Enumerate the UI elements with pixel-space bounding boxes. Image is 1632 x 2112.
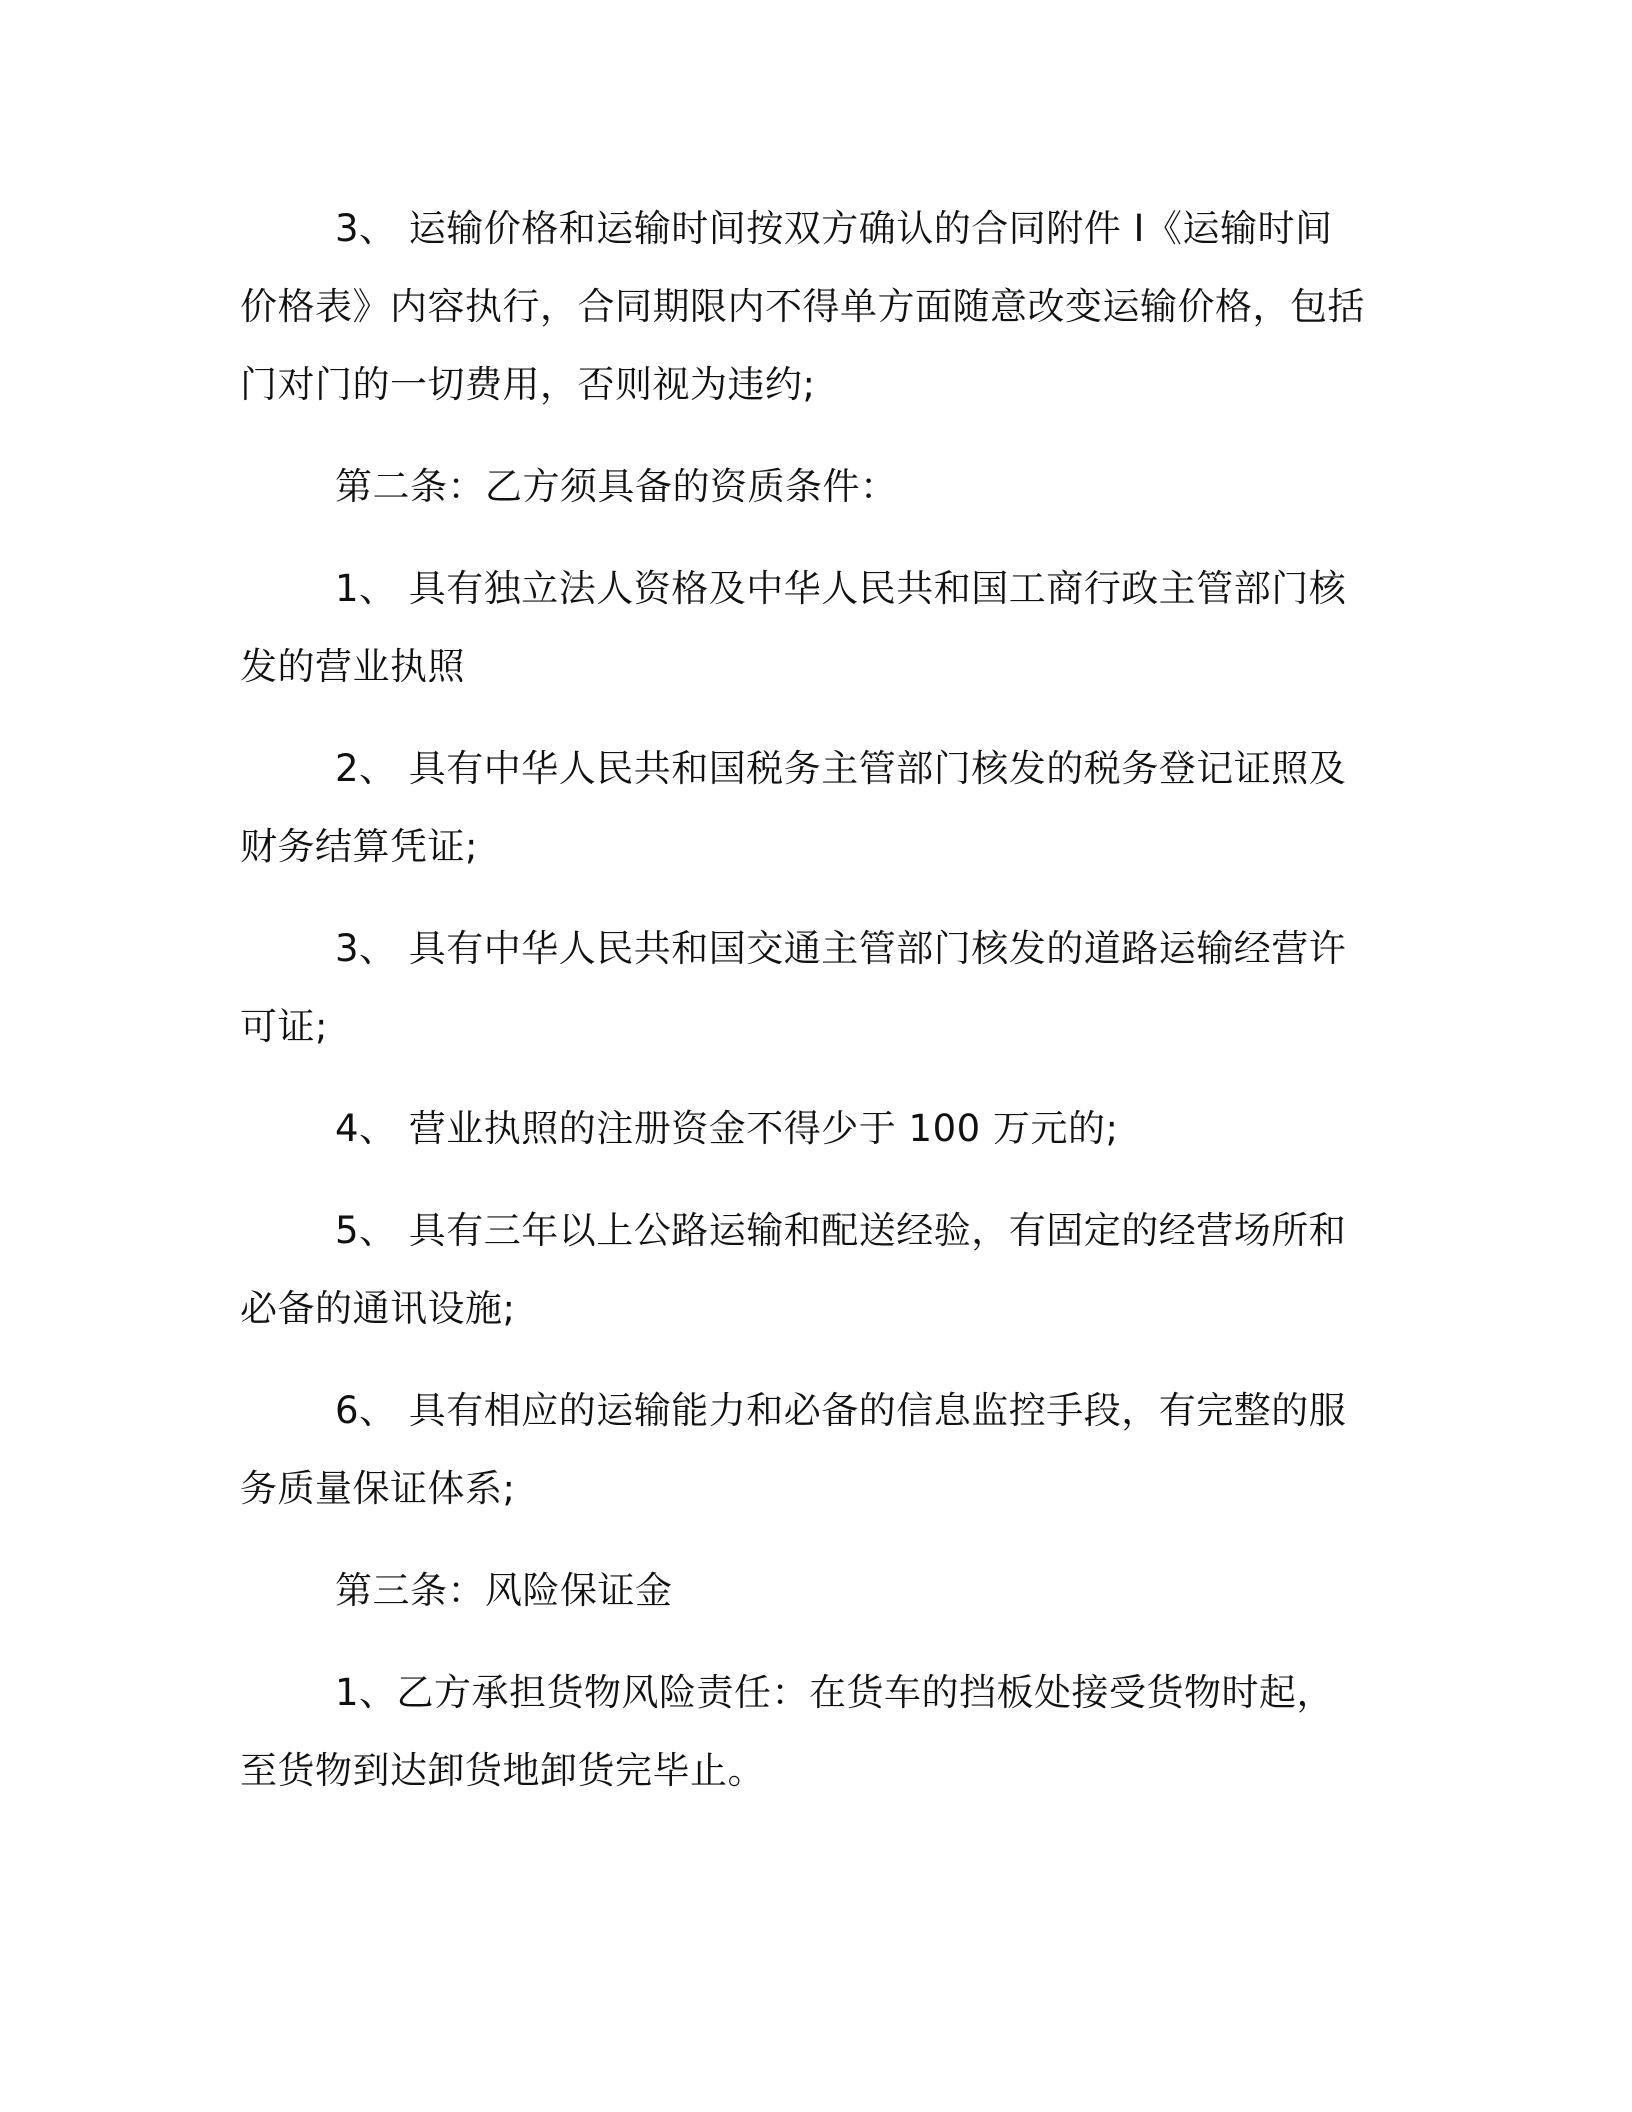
paragraph-qualification-3: 3、 具有中华人民共和国交通主管部门核发的道路运输经营许可证;: [240, 927, 1347, 1048]
paragraph-risk-responsibility: 1、乙方承担货物风险责任：在货车的挡板处接受货物时起，至货物到达卸货地卸货完毕止。: [240, 1671, 1335, 1792]
paragraph-qualification-2: 2、 具有中华人民共和国税务主管部门核发的税务登记证照及财务结算凭证;: [240, 747, 1347, 868]
paragraph-transport-price: 3、 运输价格和运输时间按双方确认的合同附件 I《运输时间价格表》内容执行，合同期限内不得单方面随意改变运输价格，包括门对门的一切费用，否则视为违约;: [240, 207, 1365, 406]
document-body: [240, 190, 1365, 1810]
paragraph-qualification-1: 1、 具有独立法人资格及中华人民共和国工商行政主管部门核发的营业执照: [240, 567, 1347, 688]
paragraph-article-two-heading: 第二条：乙方须具备的资质条件：: [335, 465, 898, 508]
paragraph-qualification-5: 5、 具有三年以上公路运输和配送经验，有固定的经营场所和必备的通讯设施;: [240, 1209, 1347, 1330]
paragraph-qualification-4: 4、 营业执照的注册资金不得少于 100 万元的;: [335, 1107, 1119, 1150]
paragraph-article-three-heading: 第三条：风险保证金: [335, 1569, 673, 1612]
paragraph-qualification-6: 6、 具有相应的运输能力和必备的信息监控手段，有完整的服务质量保证体系;: [240, 1389, 1347, 1510]
